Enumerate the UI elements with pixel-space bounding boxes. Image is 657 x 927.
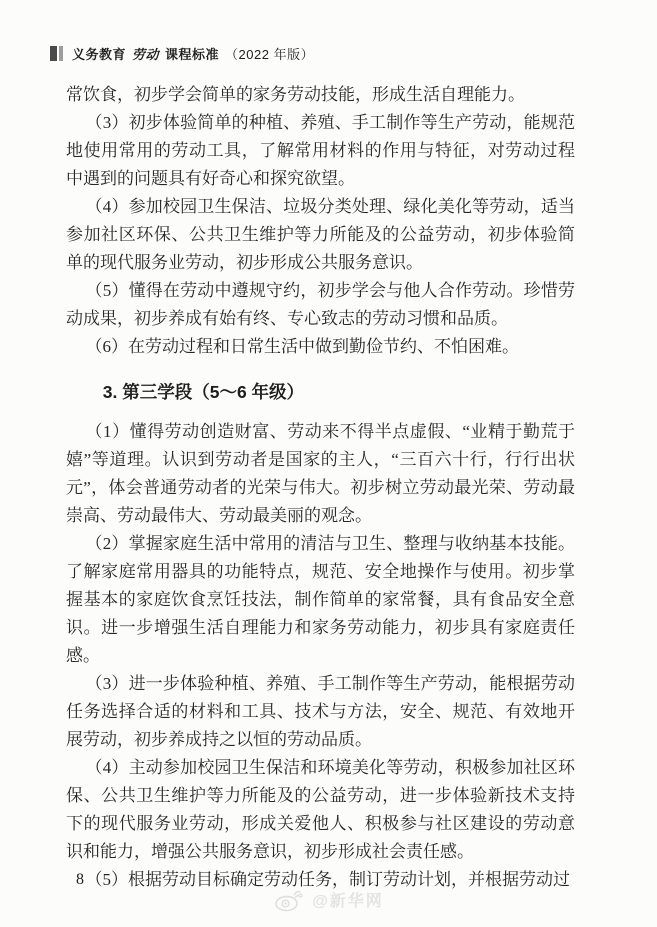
title-subject: 劳动 xyxy=(132,47,160,62)
header-bar-dark xyxy=(50,46,57,61)
watermark-text: @新华网 xyxy=(312,893,384,910)
stage3-item-3: （3）进一步体验种植、养殖、手工制作等生产劳动，能根据劳动任务选择合适的材料和工具、技术与方法，安全、规范、有效地开展劳动，初步养成持之以恒的劳动品质。 xyxy=(66,674,575,749)
header-bar-light xyxy=(59,46,63,61)
stage2-item-4: （4）参加校园卫生保洁、垃圾分类处理、绿化美化等劳动，适当参加社区环保、公共卫生维护等力所能及的公益劳动，初步体验简单的现代服务业劳动，初步形成公共服务意识。 xyxy=(66,197,575,272)
stage2-item-6: （6）在劳动过程和日常生活中做到勤俭节约、不怕困难。 xyxy=(85,337,520,356)
stage3-item-4: （4）主动参加校园卫生保洁和环境美化等劳动，积极参加社区环保、公共卫生维护等力所能及的公益劳动，进一步体验新技术支持下的现代服务业劳动，形成关爱他人、积极参与社区建设的劳动意识和能力，增强公共服务意识，初步形成社会责任感。 xyxy=(66,758,575,861)
page-body xyxy=(66,81,575,894)
paragraph-continuation: 常饮食，初步学会简单的家务劳动技能，形成生活自理能力。 xyxy=(66,85,525,104)
title-edition: （2022 年版） xyxy=(225,47,315,62)
section-heading-stage3: 3. 第三学段（5～6 年级） xyxy=(102,382,305,402)
stage3-item-1: （1）懂得劳动创造财富、劳动来不得半点虚假、“业精于勤荒于嬉”等道理。认识到劳动者是国家的主人，“三百六十行，行行出状元”，体会普通劳动者的光荣与伟大。初步树立劳动最光荣、劳动最崇高、劳动最伟大、劳动最美丽的观念。 xyxy=(66,422,575,525)
title-doc-type: 课程标准 xyxy=(165,47,220,62)
page-number: 8 xyxy=(76,871,84,888)
title-series: 义务教育 xyxy=(72,47,127,62)
stage3-item-2: （2）掌握家庭生活中常用的清洁与卫生、整理与收纳基本技能。了解家庭常用器具的功能特点，规范、安全地操作与使用。初步掌握基本的家庭饮食烹饪技法，制作简单的家常餐，具有食品安全意识。进一步增强生活自理能力和家务劳动能力，初步具有家庭责任感。 xyxy=(66,534,575,665)
stage3-item-5: （5）根据劳动目标确定劳动任务，制订劳动计划，并根据劳动过 xyxy=(85,870,571,889)
stage2-item-5: （5）懂得在劳动中遵规守约，初步学会与他人合作劳动。珍惜劳动成果，初步养成有始有终、专心致志的劳动习惯和品质。 xyxy=(66,281,575,328)
document-title xyxy=(72,44,314,63)
stage2-item-3: （3）初步体验简单的种植、养殖、手工制作等生产劳动，能规范地使用常用的劳动工具，了解常用材料的作用与特征，对劳动过程中遇到的问题具有好奇心和探究欲望。 xyxy=(66,113,575,188)
header-bars-ornament xyxy=(50,46,63,61)
running-header xyxy=(50,44,314,63)
